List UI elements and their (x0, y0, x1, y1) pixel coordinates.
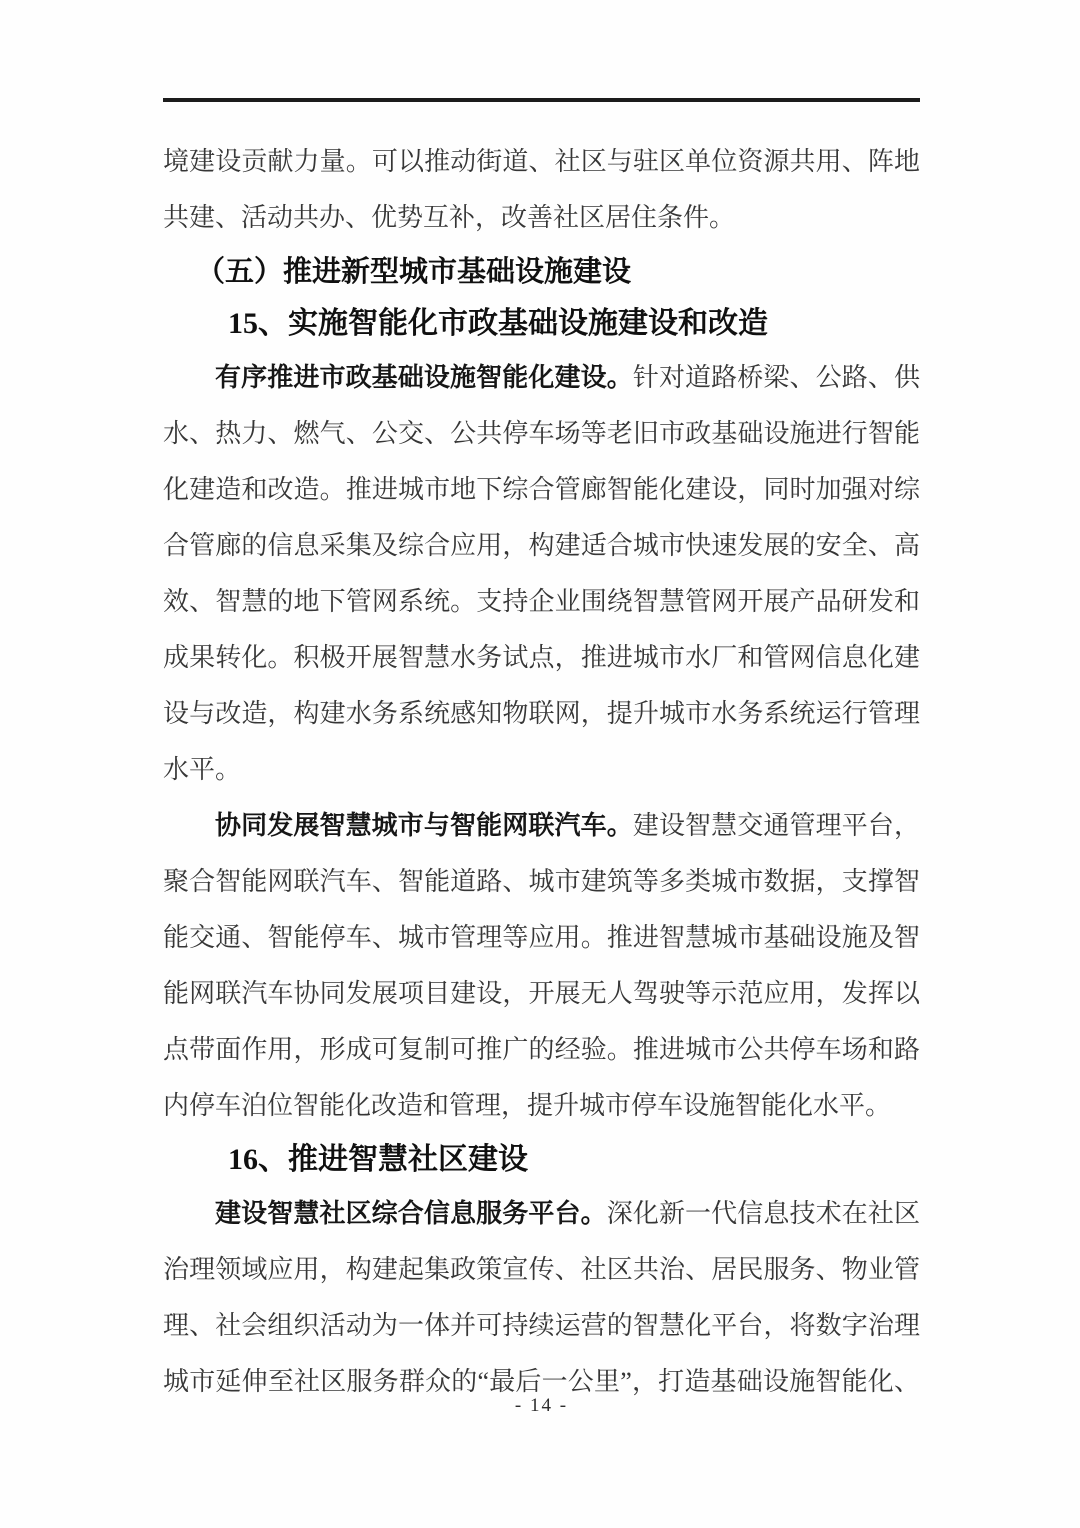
text-line: 有序推进市政基础设施智能化建设。针对道路桥梁、公路、供 (215, 363, 920, 392)
text-line: 境建设贡献力量。可以推动街道、社区与驻区单位资源共用、阵地 (163, 147, 920, 176)
paragraph (163, 134, 920, 246)
text-line: 成果转化。积极开展智慧水务试点，推进城市水厂和管网信息化建 (163, 643, 920, 672)
text-line: 合管廊的信息采集及综合应用，构建适合城市快速发展的安全、高 (163, 531, 920, 560)
text-line: 理、社会组织活动为一体并可持续运营的智慧化平台，将数字治理 (163, 1311, 920, 1340)
text-line: 建设智慧社区综合信息服务平台。深化新一代信息技术在社区 (215, 1199, 920, 1228)
bold-lead-sentence: 有序推进市政基础设施智能化建设。 (215, 363, 633, 392)
text-line: 治理领域应用，构建起集政策宣传、社区共治、居民服务、物业管 (163, 1255, 920, 1284)
text-line: 效、智慧的地下管网系统。支持企业围绕智慧管网开展产品研发和 (163, 587, 920, 616)
item-heading-15: 15、实施智能化市政基础设施建设和改造 (228, 307, 768, 340)
text-line: 能网联汽车协同发展项目建设，开展无人驾驶等示范应用，发挥以 (163, 979, 920, 1008)
text-line: 内停车泊位智能化改造和管理，提升城市停车设施智能化水平。 (163, 1091, 892, 1120)
bold-lead-sentence: 协同发展智慧城市与智能网联汽车。 (215, 811, 633, 840)
text-line: 点带面作用，形成可复制可推广的经验。推进城市公共停车场和路 (163, 1035, 920, 1064)
text-line: 化建造和改造。推进城市地下综合管廊智能化建设，同时加强对综 (163, 475, 920, 504)
bold-lead-sentence: 建设智慧社区综合信息服务平台。 (215, 1199, 607, 1228)
text-line: 协同发展智慧城市与智能网联汽车。建设智慧交通管理平台， (215, 811, 920, 840)
page-content (163, 0, 920, 1410)
paragraph (163, 798, 920, 1134)
header-rule (163, 98, 920, 102)
item-heading-16: 16、推进智慧社区建设 (228, 1143, 528, 1176)
paragraph (163, 1186, 920, 1410)
paragraph (163, 350, 920, 798)
text-line: 水、热力、燃气、公交、公共停车场等老旧市政基础设施进行智能 (163, 419, 920, 448)
text-line: 聚合智能网联汽车、智能道路、城市建筑等多类城市数据，支撑智 (163, 867, 920, 896)
text-line: 设与改造，构建水务系统感知物联网，提升城市水务系统运行管理 (163, 699, 920, 728)
document-body (163, 134, 920, 1410)
text-line: 城市延伸至社区服务群众的“最后一公里”，打造基础设施智能化、 (163, 1367, 920, 1396)
section-heading-5: （五）推进新型城市基础设施建设 (196, 256, 632, 288)
page-number: - 14 - (514, 1395, 569, 1416)
text-line: 能交通、智能停车、城市管理等应用。推进智慧城市基础设施及智 (163, 923, 920, 952)
text-line: 共建、活动共办、优势互补，改善社区居住条件。 (163, 203, 736, 232)
text-line: 水平。 (163, 755, 242, 784)
